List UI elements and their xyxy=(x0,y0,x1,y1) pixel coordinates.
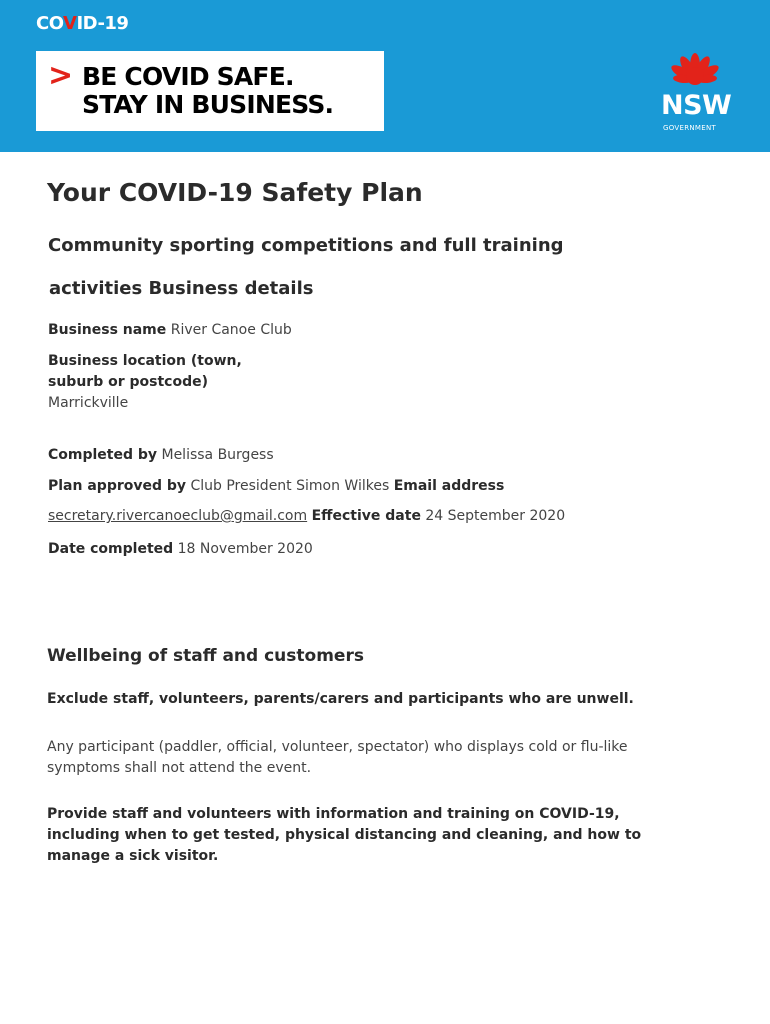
header-banner xyxy=(0,0,770,152)
completed-by-value: Melissa Burgess xyxy=(161,447,274,463)
business-name-value: River Canoe Club xyxy=(170,322,292,338)
email-effective-field xyxy=(48,506,565,527)
participant-symptoms-text: Any participant (paddler, official, volunteer, spectator) who displays cold or flu-like symptoms shall not attend the event. xyxy=(47,739,628,776)
training-info-text: Provide staff and volunteers with information and training on COVID-19, including when to get tested, physical distancing and cleaning, and how to manage a sick visitor. xyxy=(47,806,642,864)
email-address-label: Email address xyxy=(393,478,505,494)
business-location-label-1: Business location (town, xyxy=(48,353,242,369)
effective-date-label: Effective date xyxy=(311,508,421,524)
subtitle-line-1: Community sporting competitions and full training xyxy=(48,235,564,256)
plan-approved-value: Club President Simon Wilkes xyxy=(190,478,390,494)
effective-date-value: 24 September 2020 xyxy=(425,508,566,524)
date-completed-label: Date completed xyxy=(48,541,174,557)
covid-tag-v: V xyxy=(63,13,77,34)
email-link[interactable]: secretary.rivercanoeclub@gmail.com xyxy=(48,508,308,524)
completed-by-label: Completed by xyxy=(48,447,158,463)
business-name-field xyxy=(48,320,292,341)
wellbeing-heading: Wellbeing of staff and customers xyxy=(47,646,364,666)
completed-by-field xyxy=(48,445,274,466)
business-location-label-2: suburb or postcode) xyxy=(48,374,208,390)
covid19-tag xyxy=(36,13,128,34)
slogan-line-1: BE COVID SAFE. xyxy=(82,62,294,91)
business-name-label: Business name xyxy=(48,322,167,338)
covid-tag-suffix: ID-19 xyxy=(76,13,129,34)
slogan-line-2: STAY IN BUSINESS. xyxy=(82,90,334,119)
plan-approved-field xyxy=(48,476,504,497)
nsw-wordmark: NSW xyxy=(661,90,732,121)
page-title: Your COVID-19 Safety Plan xyxy=(47,178,423,207)
business-location-value: Marrickville xyxy=(48,395,129,411)
date-completed-value: 18 November 2020 xyxy=(177,541,313,557)
slogan-arrow-icon: > xyxy=(48,58,74,93)
exclude-unwell-text: Exclude staff, volunteers, parents/carers and participants who are unwell. xyxy=(47,691,634,707)
nsw-government-label: GOVERNMENT xyxy=(663,124,717,132)
date-completed-field xyxy=(48,539,313,560)
slogan-box xyxy=(36,51,384,131)
subtitle-line-2: activities Business details xyxy=(49,278,314,299)
covid-tag-prefix: CO xyxy=(36,13,64,34)
business-location-field xyxy=(48,351,242,414)
plan-approved-label: Plan approved by xyxy=(48,478,187,494)
